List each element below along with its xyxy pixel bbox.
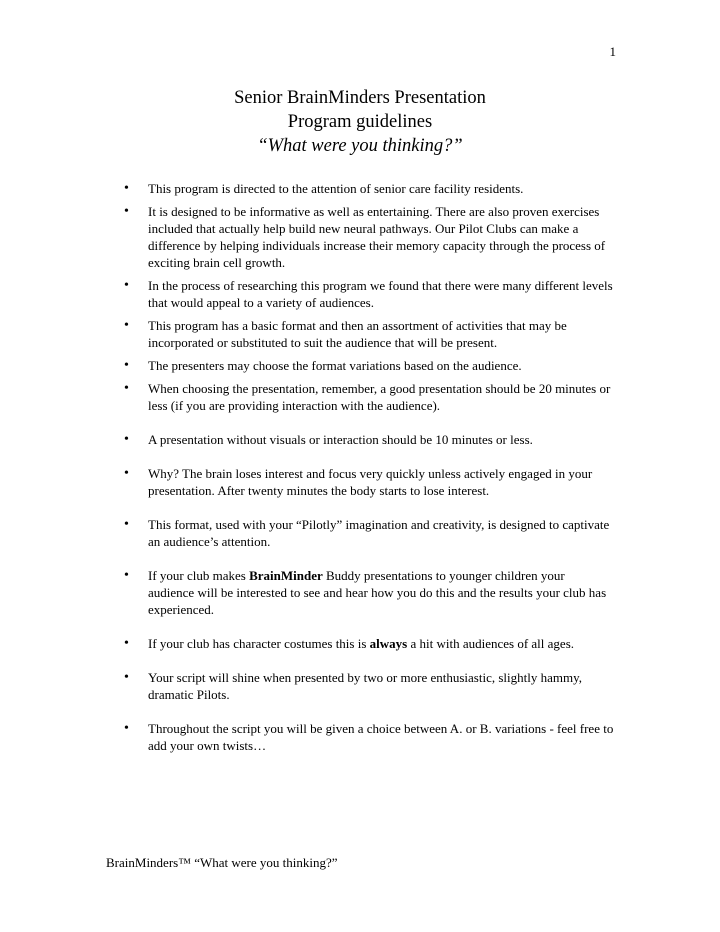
document-tagline: “What were you thinking?” xyxy=(257,136,463,156)
list-item: • When choosing the presentation, remember, a good presentation should be 20 minutes or less (if you are providing interaction with the audience). xyxy=(124,380,614,414)
list-item: • This program has a basic format and then an assortment of activities that may be incorporated or substituted to suit the audience that will be present. xyxy=(124,317,614,351)
list-item: • A presentation without visuals or interaction should be 10 minutes or less. xyxy=(124,431,614,448)
emphasis-text: BrainMinder xyxy=(249,568,323,583)
list-item: • If your club has character costumes this is always a hit with audiences of all ages. xyxy=(124,635,614,652)
list-item: • This program is directed to the attention of senior care facility residents. xyxy=(124,180,614,197)
list-item: • Throughout the script you will be given a choice between A. or B. variations - feel free to add your own twists… xyxy=(124,720,614,754)
list-item: • The presenters may choose the format variations based on the audience. xyxy=(124,357,614,374)
list-item: • If your club makes BrainMinder Buddy presentations to younger children your audience will be interested to see and hear how you do this and the results your club has experienced. xyxy=(124,567,614,618)
list-item: • Why? The brain loses interest and focus very quickly unless actively engaged in your presentation. After twenty minutes the body starts to lose interest. xyxy=(124,465,614,499)
list-item: • In the process of researching this program we found that there were many different levels that would appeal to a variety of audiences. xyxy=(124,277,614,311)
list-item: • This format, used with your “Pilotly” imagination and creativity, is designed to captivate an audience’s attention. xyxy=(124,516,614,550)
title-block xyxy=(0,86,720,158)
emphasis-text: always xyxy=(369,636,408,651)
guidelines-list xyxy=(124,180,614,754)
page-number: 1 xyxy=(609,44,616,59)
list-item: • Your script will shine when presented by two or more enthusiastic, slightly hammy, dramatic Pilots. xyxy=(124,669,614,703)
document-title: Senior BrainMinders Presentation xyxy=(234,88,486,108)
page-footer: BrainMinders™ “What were you thinking?” xyxy=(106,855,338,870)
document-subtitle: Program guidelines xyxy=(287,112,433,132)
list-item: • It is designed to be informative as well as entertaining. There are also proven exercises included that actually help build new neural pathways. Our Pilot Clubs can make a difference by helping individuals increase their memory capacity through the process of exciting brain cell growth. xyxy=(124,203,614,271)
